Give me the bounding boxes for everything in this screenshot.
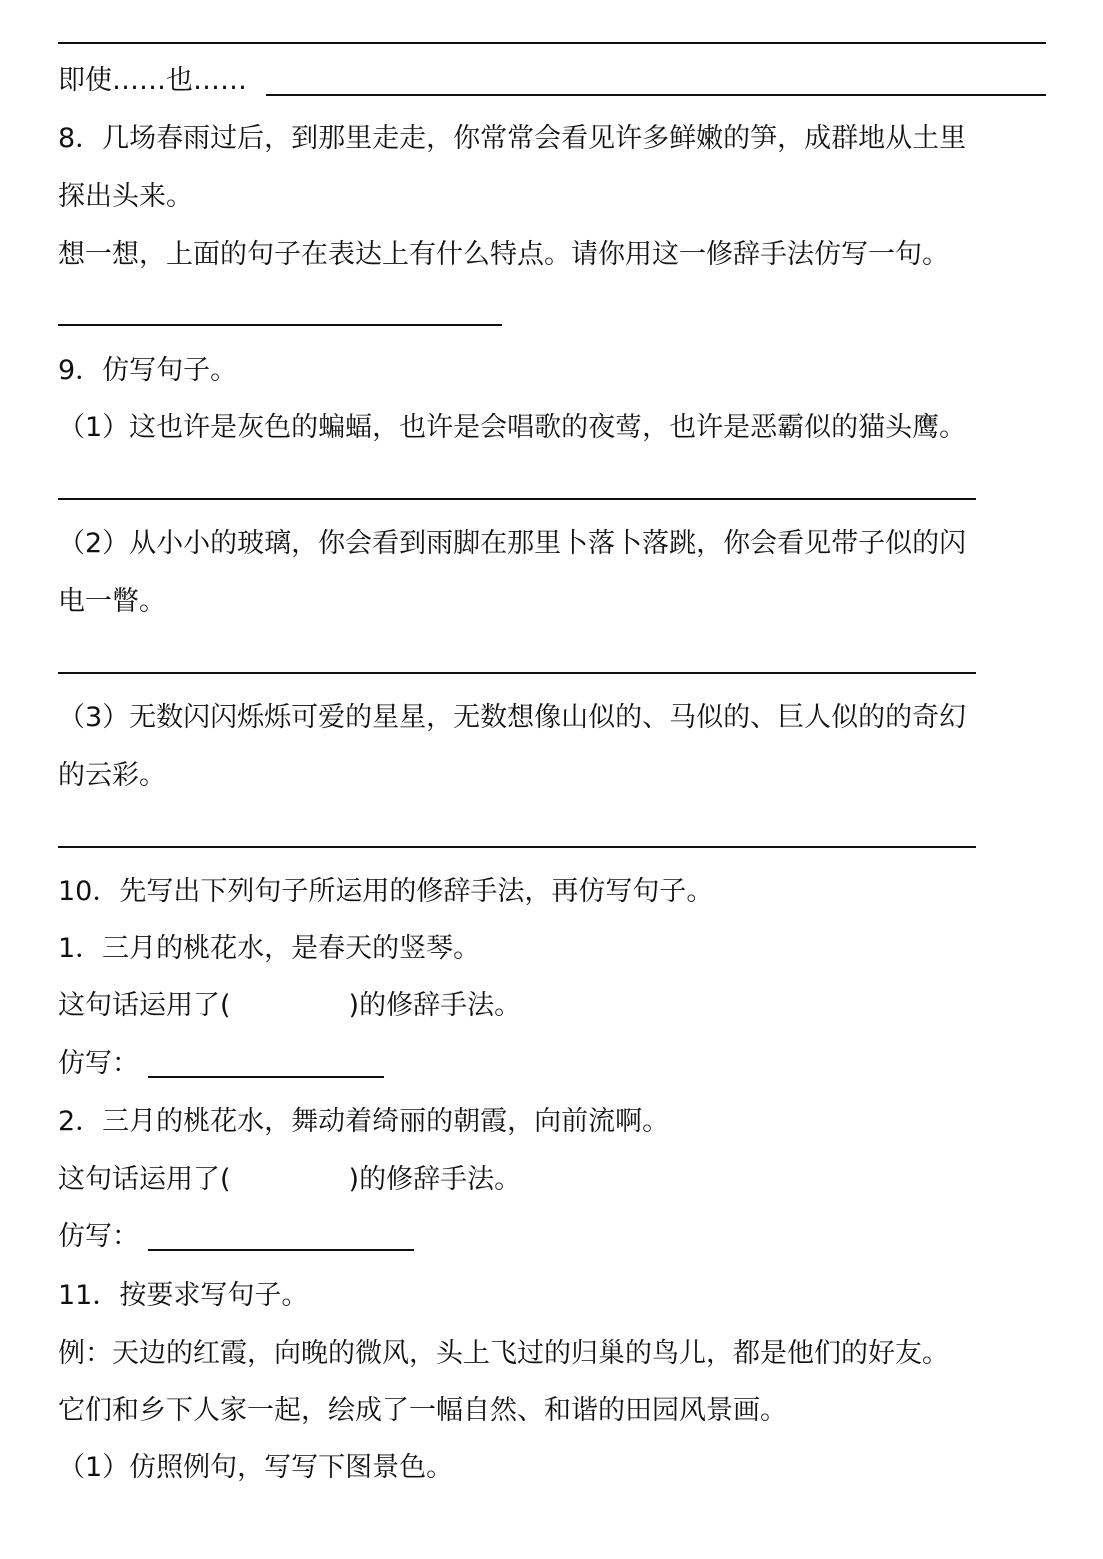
q10-item-1: 1．三月的桃花水，是春天的竖琴。 (58, 933, 481, 964)
q11-sub-1: （1）仿照例句，写写下图景色。 (58, 1452, 454, 1483)
q11-title: 11．按要求写句子。 (58, 1280, 309, 1311)
answer-line-top[interactable] (58, 42, 1046, 44)
q9-sentence-3-line2: 的云彩。 (58, 760, 166, 791)
q10-imitate-line-1[interactable] (148, 1076, 384, 1078)
rhetoric-suffix: )的修辞手法。 (348, 990, 522, 1021)
q10-item-1-imitate (58, 1047, 139, 1081)
q8-answer-line[interactable] (58, 324, 502, 326)
q9-answer-line-3[interactable] (58, 846, 976, 848)
q11-example-line2: 它们和乡下人家一起，绘成了一幅自然、和谐的田园风景画。 (58, 1395, 787, 1426)
q8-line1: 8．几场春雨过后，到那里走走，你常常会看见许多鲜嫩的笋，成群地从土里 (58, 123, 967, 154)
q10-item-2-rhetoric (58, 1163, 521, 1197)
q11-example-line1: 例：天边的红霞，向晚的微风，头上飞过的归巢的鸟儿，都是他们的好友。 (58, 1338, 949, 1369)
imitate-label: 仿写： (58, 1048, 139, 1079)
rhetoric-suffix: )的修辞手法。 (348, 1164, 522, 1195)
q9-sentence-3-line1: （3）无数闪闪烁烁可爱的星星，无数想像山似的、马似的、巨人似的的奇幻 (58, 702, 967, 733)
q9-answer-line-2[interactable] (58, 672, 976, 674)
rhetoric-prefix: 这句话运用了( (58, 1164, 231, 1195)
q7-answer-line[interactable] (266, 94, 1046, 96)
q10-item-2-imitate (58, 1220, 139, 1254)
q7-pattern (58, 64, 247, 98)
q10-item-1-rhetoric (58, 989, 521, 1023)
q8-line2: 探出头来。 (58, 181, 193, 212)
q9-sentence-2-line2: 电一瞥。 (58, 586, 166, 617)
q10-title: 10．先写出下列句子所运用的修辞手法，再仿写句子。 (58, 876, 714, 907)
imitate-label: 仿写： (58, 1221, 139, 1252)
rhetoric-prefix: 这句话运用了( (58, 990, 231, 1021)
q10-imitate-line-2[interactable] (148, 1249, 414, 1251)
q9-sentence-1: （1）这也许是灰色的蝙蝠，也许是会唱歌的夜莺，也许是恶霸似的猫头鹰。 (58, 412, 967, 443)
q8-instruction: 想一想，上面的句子在表达上有什么特点。请你用这一修辞手法仿写一句。 (58, 239, 949, 270)
q9-title: 9．仿写句子。 (58, 355, 238, 386)
q9-answer-line-1[interactable] (58, 498, 976, 500)
q9-sentence-2-line1: （2）从小小的玻璃，你会看到雨脚在那里卜落卜落跳，你会看见带子似的闪 (58, 528, 967, 559)
q7-pattern-text: 即使……也…… (58, 65, 247, 96)
q10-item-2: 2．三月的桃花水，舞动着绮丽的朝霞，向前流啊。 (58, 1106, 670, 1137)
